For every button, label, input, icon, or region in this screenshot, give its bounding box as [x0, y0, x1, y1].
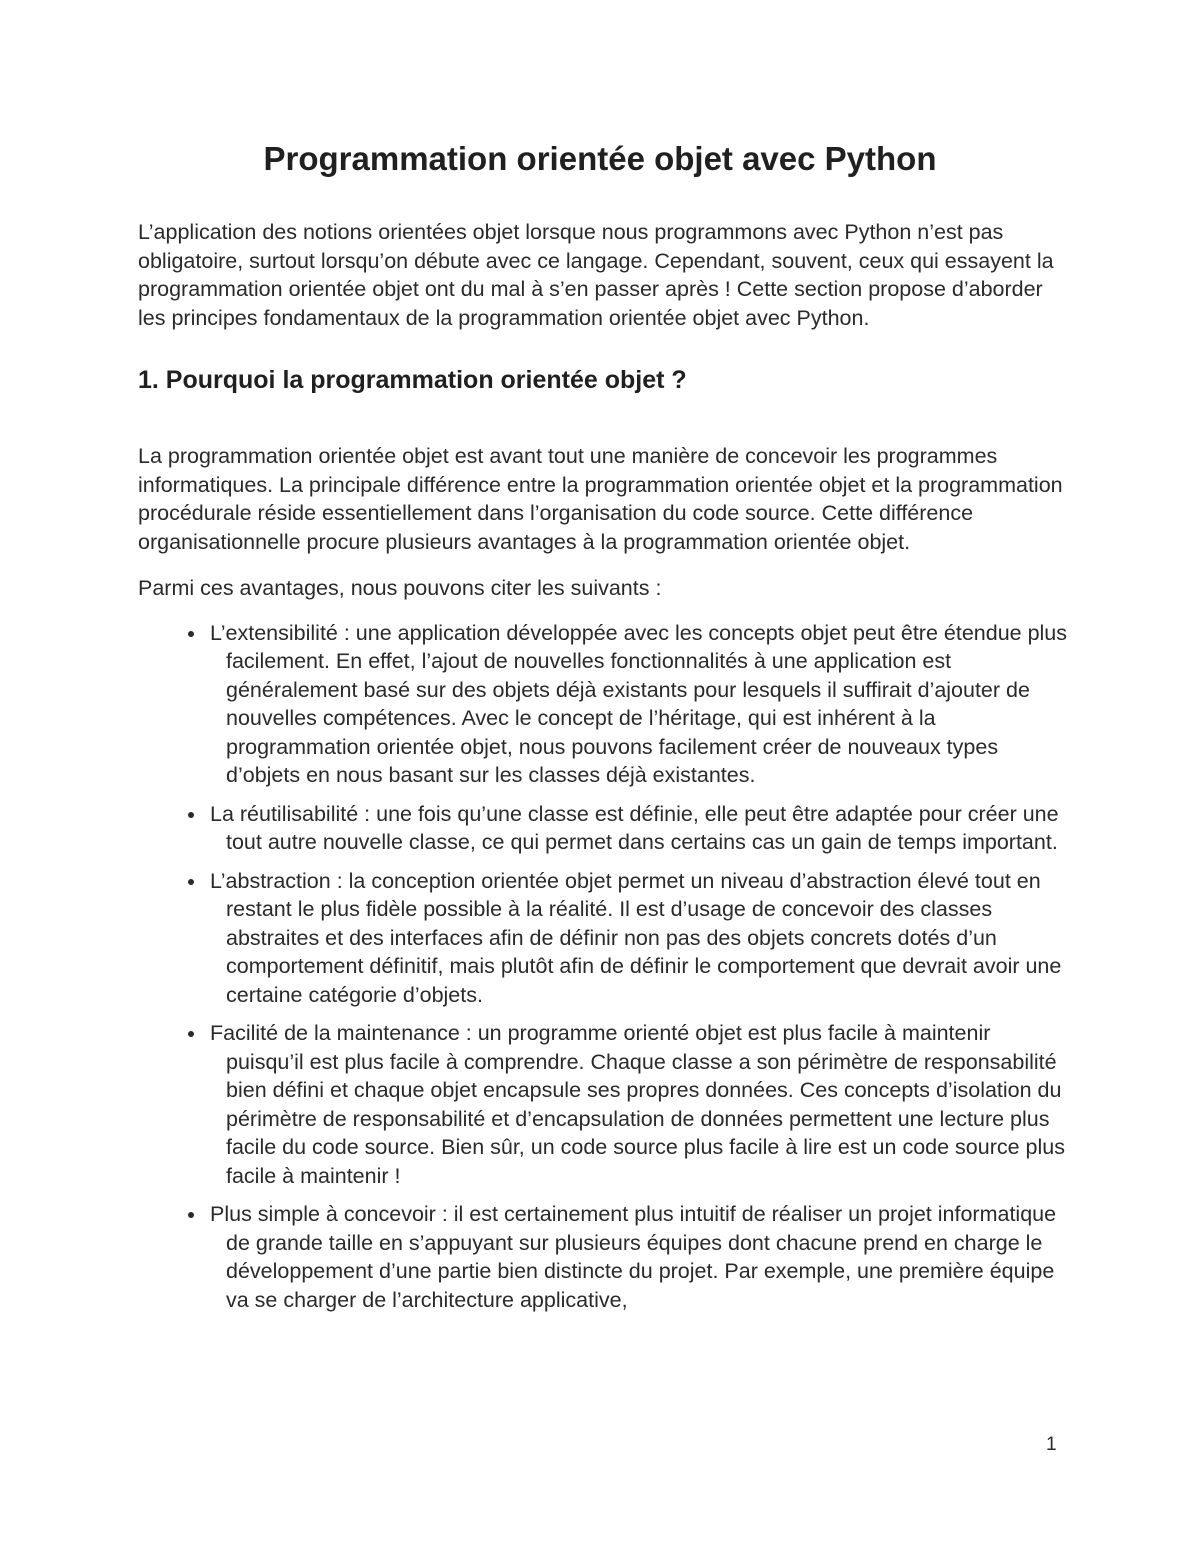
list-item — [138, 619, 1068, 790]
document-body — [138, 218, 1068, 1324]
list-item-text: L’abstraction : la conception orientée objet permet un niveau d’abstraction élevé tout en restant le plus fidèle possible à la réalité. Il est d’usage de concevoir des classes abstraites et des interfaces afin de définir non pas des objets concrets dotés d’un comportement définitif, mais plutôt afin de définir le comportement que devrait avoir une certaine catégorie d’objets. — [210, 868, 1062, 1007]
list-item — [138, 867, 1068, 1010]
list-item-text: Facilité de la maintenance : un programme orienté objet est plus facile à maintenir puisqu’il est plus facile à comprendre. Chaque classe a son périmètre de responsabilité bien défini et chaque objet encapsule ses propres données. Ces concepts d’isolation du périmètre de responsabilité et d’encapsulation de données permettent une lecture plus facile du code source. Bien sûr, un code source plus facile à lire est un code source plus facile à maintenir ! — [210, 1021, 1065, 1188]
list-item-text: La réutilisabilité : une fois qu’une classe est définie, elle peut être adaptée pour créer une tout autre nouvelle classe, ce qui permet dans certains cas un gain de temps important. — [210, 801, 1059, 854]
list-item — [138, 800, 1068, 857]
advantages-list — [138, 619, 1068, 1315]
list-item-text: Plus simple à concevoir : il est certainement plus intuitif de réaliser un projet informatique de grande taille en s’appuyant sur plusieurs équipes dont chacune prend en charge le développement d’une partie bien distincte du projet. Par exemple, une première équipe va se charger de l’architecture applicative, — [210, 1202, 1057, 1312]
bullet-icon — [188, 812, 194, 818]
page-number: 1 — [1046, 1434, 1057, 1455]
advantages-lead-in: Parmi ces avantages, nous pouvons citer les suivants : — [138, 576, 662, 600]
bullet-icon — [188, 879, 194, 885]
list-item — [138, 1019, 1068, 1190]
bullet-icon — [188, 1031, 194, 1037]
section-heading: 1. Pourquoi la programmation orientée objet ? — [138, 366, 687, 394]
bullet-icon — [188, 631, 194, 637]
intro-paragraph: L’application des notions orientées objet lorsque nous programmons avec Python n’est pas obligatoire, surtout lorsqu’on débute avec ce langage. Cependant, souvent, ceux qui essayent la programmation orientée objet ont du mal à s’en passer après ! Cette section propose d’aborder les principes fondamentaux de la programmation orientée objet avec Python. — [138, 220, 1054, 330]
section-paragraph: La programmation orientée objet est avant tout une manière de concevoir les programmes informatiques. La principale différence entre la programmation orientée objet et la programmation procédurale réside essentiellement dans l’organisation du code source. Cette différence organisationnelle procure plusieurs avantages à la programmation orientée objet. — [138, 444, 1063, 554]
document-title: Programmation orientée objet avec Python — [263, 140, 937, 177]
bullet-icon — [188, 1212, 194, 1218]
list-item-text: L’extensibilité : une application développée avec les concepts objet peut être étendue plus facilement. En effet, l’ajout de nouvelles fonctionnalités à une application est généralement basé sur des objets déjà existants pour lesquels il suffirait d’ajouter de nouvelles compétences. Avec le concept de l’héritage, qui est inhérent à la programmation orientée objet, nous pouvons facilement créer de nouveaux types d’objets en nous basant sur les classes déjà existantes. — [210, 620, 1068, 787]
list-item — [138, 1200, 1068, 1314]
